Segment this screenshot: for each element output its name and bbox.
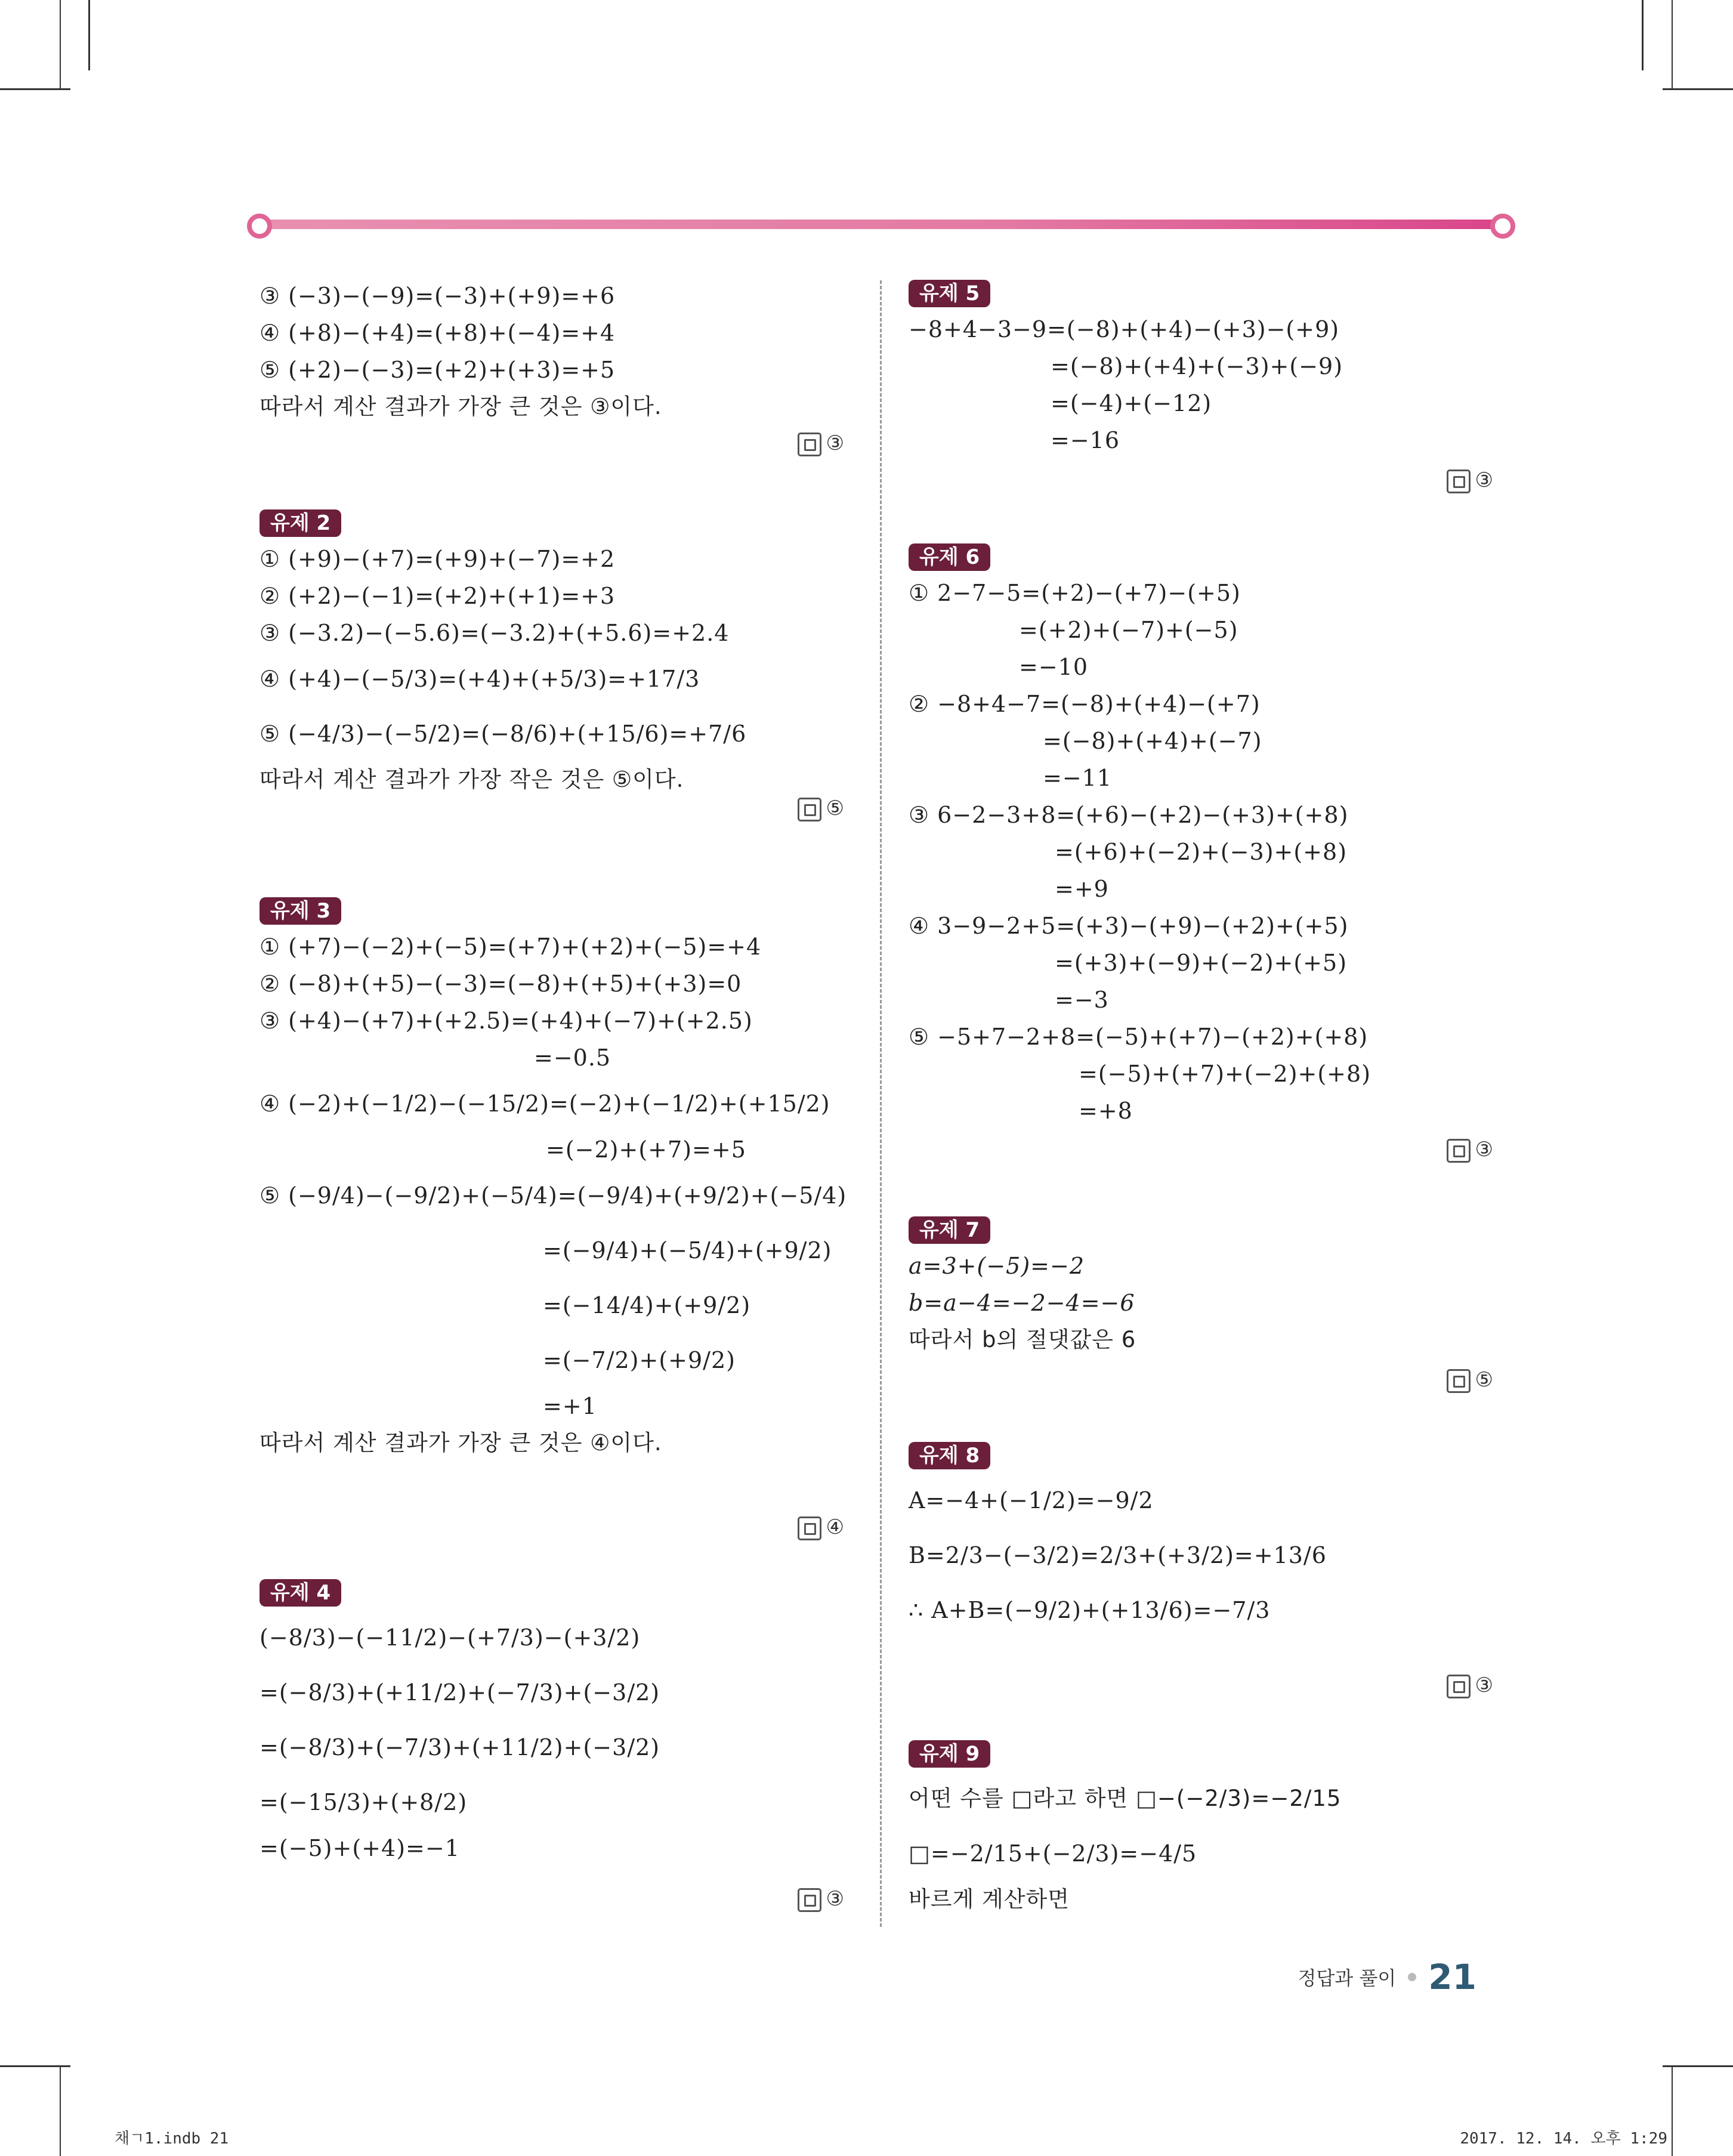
solution-line: ④ 3−9−2+5=(+3)−(+9)−(+2)+(+5) — [909, 913, 1349, 939]
crop-mark — [1663, 2065, 1733, 2067]
solution-line: =(−7/2)+(+9/2) — [543, 1347, 736, 1373]
footer-dot-icon — [1408, 1973, 1416, 1981]
solution-line: ⑤ (−9/4)−(−9/2)+(−5/4)=(−9/4)+(+9/2)+(−5/4) — [260, 1182, 847, 1209]
solution-line: 어떤 수를 □라고 하면 □−(−2/3)=−2/15 — [909, 1786, 1342, 1811]
solution-line: A=−4+(−1/2)=−9/2 — [909, 1487, 1154, 1513]
crop-mark — [1642, 0, 1644, 70]
answer-icon — [798, 1516, 821, 1540]
solution-line: ② (+2)−(−1)=(+2)+(+1)=+3 — [260, 583, 616, 609]
answer-icon — [798, 433, 821, 456]
solution-line: ① 2−7−5=(+2)−(+7)−(+5) — [909, 580, 1241, 606]
crop-mark — [1663, 88, 1733, 90]
solution-line: =(−8)+(+4)+(−7) — [1043, 728, 1262, 754]
solution-line: =(−14/4)+(+9/2) — [543, 1292, 751, 1318]
solution-line: (−8/3)−(−11/2)−(+7/3)−(+3/2) — [260, 1624, 641, 1651]
solution-line: =+9 — [1055, 876, 1109, 902]
solution-line: □=−2/15+(−2/3)=−4/5 — [909, 1840, 1197, 1867]
footer-label: 정답과 풀이 — [1298, 1967, 1397, 1990]
solution-line: =+8 — [1079, 1098, 1133, 1124]
crop-mark — [88, 0, 90, 70]
section-9 — [909, 1738, 1493, 1918]
answer-icon — [1447, 469, 1471, 493]
conclusion-text: 따라서 b의 절댓값은 6 — [909, 1327, 1136, 1352]
solution-line: ① (+7)−(−2)+(−5)=(+7)+(+2)+(−5)=+4 — [260, 934, 762, 960]
answer-icon — [798, 798, 821, 821]
crop-mark — [60, 0, 61, 89]
solution-line: ⑤ −5+7−2+8=(−5)+(+7)−(+2)+(+8) — [909, 1024, 1369, 1050]
answer-label — [798, 796, 844, 821]
section-badge: 유제 3 — [260, 897, 341, 925]
solution-line: ③ (−3)−(−9)=(−3)+(+9)=+6 — [260, 283, 616, 309]
answer-icon — [798, 1888, 821, 1912]
section-6 — [909, 541, 1493, 1162]
crop-mark — [60, 2065, 61, 2156]
answer-label — [798, 1515, 844, 1540]
solution-line: =−16 — [1051, 427, 1120, 453]
solution-line: =−10 — [1019, 654, 1089, 680]
solution-line: ① (+9)−(+7)=(+9)+(−7)=+2 — [260, 546, 616, 572]
solution-line: ④ (−2)+(−1/2)−(−15/2)=(−2)+(−1/2)+(+15/2) — [260, 1091, 830, 1117]
solution-line: ② −8+4−7=(−8)+(+4)−(+7) — [909, 691, 1261, 717]
print-slug-date: 2017. 12. 14. 오후 1:29 — [1460, 2130, 1667, 2148]
solution-line: ② (−8)+(+5)−(−3)=(−8)+(+5)+(+3)=0 — [260, 971, 742, 997]
solution-line: =(−8/3)+(+11/2)+(−7/3)+(−3/2) — [260, 1679, 660, 1706]
solution-line: =(−8)+(+4)+(−3)+(−9) — [1051, 353, 1343, 379]
conclusion-text: 따라서 계산 결과가 가장 큰 것은 ④이다. — [260, 1430, 662, 1456]
section-7 — [909, 1214, 1493, 1392]
solution-line: =(−5)+(+7)+(−2)+(+8) — [1079, 1061, 1371, 1087]
solution-line: =(+2)+(−7)+(−5) — [1019, 617, 1238, 643]
section-1-continued — [260, 277, 844, 455]
solution-line: ③ (−3.2)−(−5.6)=(−3.2)+(+5.6)=+2.4 — [260, 620, 730, 646]
solution-line: ④ (+4)−(−5/3)=(+4)+(+5/3)=+17/3 — [260, 666, 700, 692]
section-5 — [909, 277, 1493, 492]
section-3 — [260, 895, 847, 1539]
solution-line: =−11 — [1043, 765, 1113, 791]
column-divider — [880, 280, 882, 1927]
solution-line: =(−8/3)+(−7/3)+(+11/2)+(−3/2) — [260, 1734, 660, 1760]
answer-value: ⑤ — [1475, 1368, 1493, 1392]
answer-icon — [1447, 1369, 1471, 1393]
solution-line: a=3+(−5)=−2 — [909, 1253, 1085, 1279]
crop-mark — [1672, 0, 1673, 89]
answer-label — [1447, 1368, 1493, 1393]
section-badge: 유제 9 — [909, 1740, 990, 1768]
conclusion-text: 따라서 계산 결과가 가장 큰 것은 ③이다. — [260, 394, 662, 419]
answer-value: ③ — [1475, 1138, 1493, 1162]
solution-line: =+1 — [543, 1393, 597, 1419]
answer-icon — [1447, 1139, 1471, 1163]
section-badge: 유제 7 — [909, 1216, 990, 1244]
solution-line: =(+6)+(−2)+(−3)+(+8) — [1055, 839, 1348, 865]
section-badge: 유제 8 — [909, 1442, 990, 1469]
answer-value: ③ — [1475, 1673, 1493, 1697]
answer-value: ④ — [826, 1515, 844, 1539]
solution-line: =(−5)+(+4)=−1 — [260, 1835, 460, 1861]
solution-line: =(+3)+(−9)+(−2)+(+5) — [1055, 950, 1348, 976]
solution-line: ③ 6−2−3+8=(+6)−(+2)−(+3)+(+8) — [909, 802, 1349, 828]
answer-label — [1447, 1138, 1493, 1163]
answer-value: ③ — [1475, 468, 1493, 492]
solution-line: =(−4)+(−12) — [1051, 390, 1212, 416]
page-number: 21 — [1428, 1957, 1476, 1997]
solution-line: =−0.5 — [534, 1045, 611, 1071]
solution-line: ⑤ (+2)−(−3)=(+2)+(+3)=+5 — [260, 357, 616, 383]
solution-line: ⑤ (−4/3)−(−5/2)=(−8/6)+(+15/6)=+7/6 — [260, 721, 747, 747]
section-badge: 유제 6 — [909, 543, 990, 571]
answer-label — [1447, 468, 1493, 493]
answer-value: ⑤ — [826, 796, 844, 820]
conclusion-text: 바르게 계산하면 — [909, 1886, 1070, 1912]
section-badge: 유제 2 — [260, 509, 341, 537]
solution-line: =−3 — [1055, 987, 1109, 1013]
header-bar-right-ring — [1490, 214, 1515, 239]
page-footer — [1298, 1957, 1476, 1997]
answer-value: ③ — [826, 1887, 844, 1911]
section-badge: 유제 4 — [260, 1579, 341, 1607]
answer-label — [798, 1887, 844, 1912]
solution-line: =(−15/3)+(+8/2) — [260, 1789, 468, 1815]
solution-line: ④ (+8)−(+4)=(+8)+(−4)=+4 — [260, 320, 616, 346]
answer-label — [798, 431, 844, 456]
crop-mark — [1672, 2065, 1673, 2156]
answer-value: ③ — [826, 431, 844, 455]
header-bar-left-ring — [247, 214, 272, 239]
section-8 — [909, 1440, 1493, 1697]
section-4 — [260, 1577, 844, 1911]
solution-line: B=2/3−(−3/2)=2/3+(+3/2)=+13/6 — [909, 1542, 1327, 1568]
solution-line: −8+4−3−9=(−8)+(+4)−(+3)−(+9) — [909, 316, 1340, 342]
solution-line: ∴ A+B=(−9/2)+(+13/6)=−7/3 — [909, 1597, 1271, 1623]
solution-line: b=a−4=−2−4=−6 — [909, 1290, 1135, 1316]
section-2 — [260, 507, 844, 820]
answer-icon — [1447, 1675, 1471, 1698]
solution-line: =(−2)+(+7)=+5 — [546, 1136, 746, 1163]
section-badge: 유제 5 — [909, 280, 990, 307]
solution-line: =(−9/4)+(−5/4)+(+9/2) — [543, 1237, 832, 1264]
solution-line: ③ (+4)−(+7)+(+2.5)=(+4)+(−7)+(+2.5) — [260, 1008, 753, 1034]
print-slug-file: 채ㄱ1.indb 21 — [115, 2130, 229, 2148]
answer-label — [1447, 1673, 1493, 1698]
header-bar — [257, 220, 1501, 229]
conclusion-text: 따라서 계산 결과가 가장 작은 것은 ⑤이다. — [260, 767, 684, 792]
